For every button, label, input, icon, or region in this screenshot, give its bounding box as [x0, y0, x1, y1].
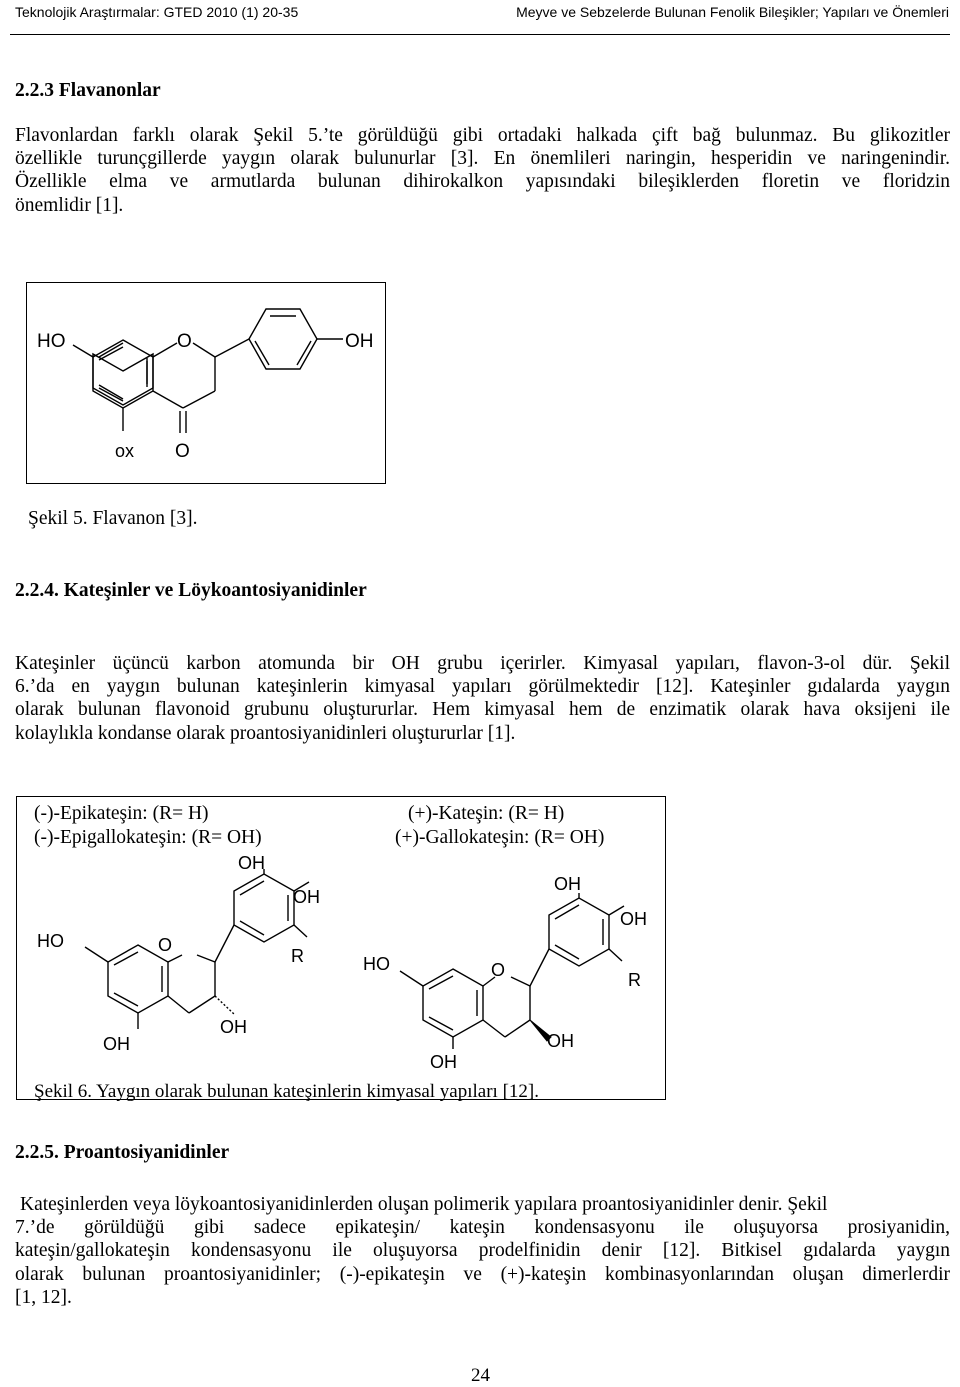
left-ring-oxygen-label: O — [158, 935, 173, 955]
paragraph-line: [1, 12]. — [15, 1286, 72, 1308]
left-oh-c3-label: OH — [220, 1017, 247, 1037]
page-number: 24 — [471, 1365, 490, 1386]
header-rule — [10, 34, 950, 35]
right-ring-oxygen-label: O — [491, 960, 506, 980]
section-heading-proantosiyanidinler: 2.2.5. Proantosiyanidinler — [15, 1142, 230, 1163]
paragraph-proantosiyanidinler — [15, 1193, 950, 1309]
running-header-left: Teknolojik Araştırmalar: GTED 2010 (1) 20-35 — [15, 4, 299, 20]
paragraph-line: Kateşinler üçüncü karbon atomunda bir OH grubu içerirler. Kimyasal yapıları, flavon-3-ol dür. Şekil — [15, 653, 950, 674]
keto-oxygen-label: O — [175, 441, 190, 462]
paragraph-katesinler — [15, 652, 950, 745]
right-oh-top-label: OH — [554, 874, 581, 894]
figure6-caption: Şekil 6. Yaygın olarak bulunan kateşinlerin kimyasal yapıları [12]. — [34, 1081, 539, 1102]
paragraph-line: özellikle turunçgillerde yaygın olarak bulunurlar [3]. En önemlileri naringin, hesperidin ve naringenindir. — [15, 148, 950, 170]
paragraph-line: olarak bulunan proantosiyanidinler; (-)-epikateşin ve (+)-kateşin kombinasyonlarından oluşan dimerlerdir — [15, 1263, 950, 1285]
ox-label: ox — [115, 441, 135, 461]
gallocatechin-title: (+)-Gallokateşin: (R= OH) — [395, 827, 605, 848]
left-oh-right-label: OH — [293, 887, 320, 907]
figure-catechin-structures — [16, 796, 666, 1100]
ho-label: HO — [37, 331, 66, 352]
figure5-caption: Şekil 5. Flavanon [3]. — [28, 508, 198, 529]
epicatechin-title: (-)-Epikateşin: (R= H) — [34, 803, 209, 824]
right-ho-label: HO — [363, 954, 390, 974]
paragraph-line: 6.’da en yaygın bulunan kateşinlerin kimyasal yapıları görülmektedir [12]. Kateşinler gıdalarda yaygın — [15, 676, 950, 698]
left-oh-top-label: OH — [238, 853, 265, 873]
left-oh-bottom-label: OH — [103, 1034, 130, 1054]
epigallocatechin-title: (-)-Epigallokateşin: (R= OH) — [34, 827, 262, 848]
left-r-label: R — [291, 946, 304, 966]
catechin-title: (+)-Kateşin: (R= H) — [408, 803, 565, 824]
catechin-structure-diagram — [17, 797, 667, 1101]
section-heading-flavanonlar: 2.2.3 Flavanonlar — [15, 80, 161, 101]
figure-flavanone-structure — [26, 282, 386, 484]
running-header-right: Meyve ve Sebzelerde Bulunan Fenolik Bileşikler; Yapıları ve Önemleri — [516, 4, 949, 20]
paragraph-line: Flavonlardan farklı olarak Şekil 5.’te görüldüğü gibi ortadaki halkada çift bağ bulunmaz. Bu glikozitler — [15, 125, 950, 146]
paragraph-flavanonlar — [15, 124, 950, 217]
paragraph-line: olarak bulunan flavonoid grubunu oluştururlar. Hem kimyasal hem de enzimatik olarak hava oksijeni ile — [15, 699, 950, 721]
paragraph-line: 7.’de görüldüğü gibi sadece epikateşin/ kateşin kondensasyonu ile oluşuyorsa prosiyanidin, — [15, 1217, 950, 1239]
paragraph-line: kateşin/gallokateşin kondensasyonu ile oluşuyorsa prodelfinidin denir [12]. Bitkisel gıdalarda yaygın — [15, 1240, 950, 1262]
left-molecule-bonds — [85, 869, 309, 1029]
section-heading-katesinler: 2.2.4. Kateşinler ve Löykoantosiyanidinler — [15, 580, 367, 601]
paragraph-line: kolaylıkla kondanse olarak proantosiyanidinleri oluştururlar [1]. — [15, 722, 516, 744]
right-molecule-bonds — [400, 893, 624, 1049]
right-oh-right-label: OH — [620, 909, 647, 929]
right-r-label: R — [628, 970, 641, 990]
flavanone-structure-diagram — [27, 283, 387, 485]
right-oh-c3-label: OH — [547, 1031, 574, 1051]
oh-label: OH — [345, 331, 374, 352]
right-oh-bottom-label: OH — [430, 1052, 457, 1072]
ring-oxygen-label: O — [177, 331, 192, 352]
left-ho-label: HO — [37, 931, 64, 951]
paragraph-line: Özellikle elma ve armutlarda bulunan dihirokalkon yapısındaki bileşiklerden floretin ve floridzin — [15, 171, 950, 193]
paragraph-line: Kateşinlerden veya löykoantosiyanidinlerden oluşan polimerik yapılara proantosiyanidinler denir. Şekil — [20, 1194, 828, 1215]
paragraph-line: önemlidir [1]. — [15, 194, 124, 216]
